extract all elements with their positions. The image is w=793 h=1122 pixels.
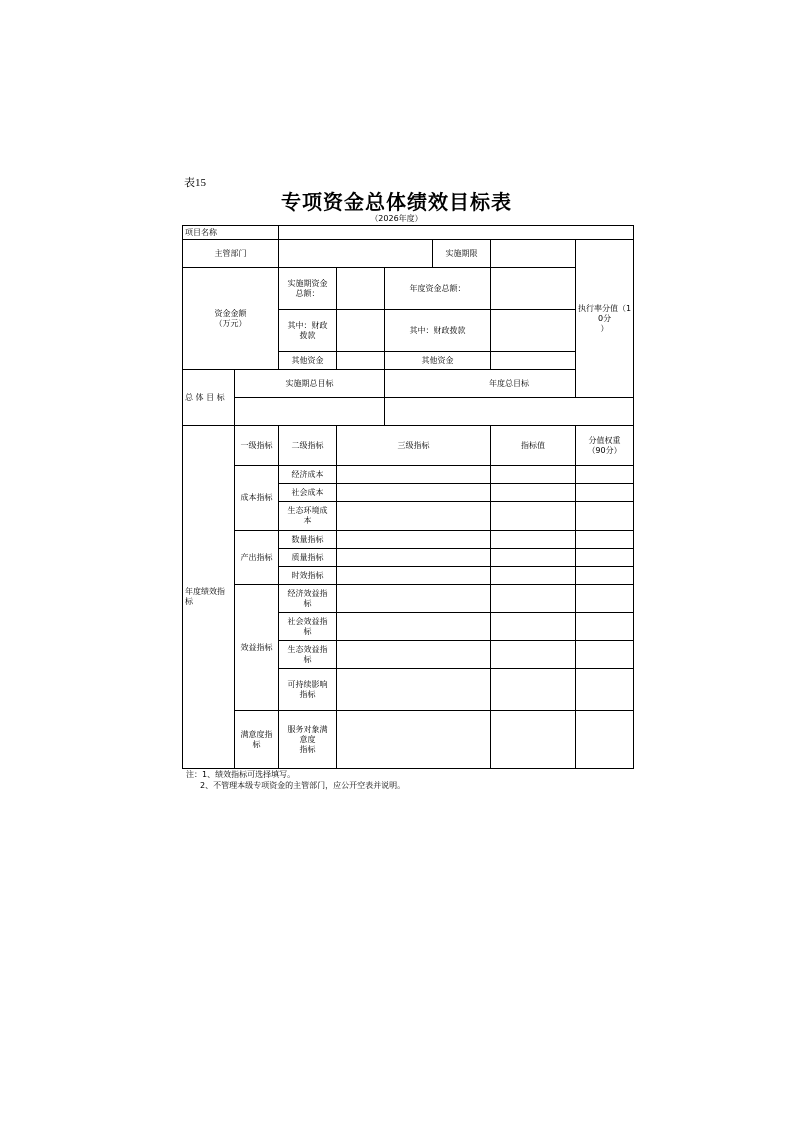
fiscal-label-period: 其中：财政 拨款	[279, 310, 337, 352]
social-benefit-value[interactable]	[491, 613, 576, 641]
annual-total-label: 年度资金总额：	[385, 268, 491, 310]
service-satisfaction-weight[interactable]	[576, 711, 634, 769]
indicator-value-header: 指标值	[491, 426, 576, 466]
department-label: 主管部门	[183, 240, 279, 268]
period-total-label: 实施期资金 总额：	[279, 268, 337, 310]
level2-header: 二级指标	[279, 426, 337, 466]
quantity-value[interactable]	[491, 531, 576, 549]
eco-env-cost-value[interactable]	[491, 502, 576, 531]
other-funds-label-annual: 其他资金	[385, 352, 491, 370]
eco-env-cost-label: 生态环境成 本	[279, 502, 337, 531]
timeliness-weight[interactable]	[576, 567, 634, 585]
performance-goal-table	[182, 225, 634, 769]
page-title: 专项资金总体绩效目标表	[281, 190, 512, 214]
service-satisfaction-label: 服务对象满 意度 指标	[279, 711, 337, 769]
form-code: 表15	[184, 177, 206, 189]
department-value[interactable]	[279, 240, 433, 268]
quantity-weight[interactable]	[576, 531, 634, 549]
economic-cost-value[interactable]	[491, 466, 576, 484]
project-name-value[interactable]	[279, 226, 634, 240]
timeliness-value[interactable]	[491, 567, 576, 585]
social-cost-label: 社会成本	[279, 484, 337, 502]
eco-benefit-value[interactable]	[491, 641, 576, 669]
eco-benefit-l3[interactable]	[337, 641, 491, 669]
other-funds-value-period[interactable]	[337, 352, 385, 370]
overall-goal-label: 总 体 目 标	[183, 370, 235, 426]
social-cost-l3[interactable]	[337, 484, 491, 502]
timeliness-l3[interactable]	[337, 567, 491, 585]
eco-benefit-label: 生态效益指 标	[279, 641, 337, 669]
annual-goal-label: 年度总目标	[385, 370, 634, 398]
notes	[186, 769, 405, 791]
social-cost-weight[interactable]	[576, 484, 634, 502]
quality-label: 质量指标	[279, 549, 337, 567]
sustainable-label: 可持续影响 指标	[279, 669, 337, 711]
social-benefit-l3[interactable]	[337, 613, 491, 641]
sustainable-weight[interactable]	[576, 669, 634, 711]
social-cost-value[interactable]	[491, 484, 576, 502]
other-funds-value-annual[interactable]	[491, 352, 576, 370]
economic-cost-weight[interactable]	[576, 466, 634, 484]
sustainable-value[interactable]	[491, 669, 576, 711]
service-satisfaction-l3[interactable]	[337, 711, 491, 769]
economic-cost-label: 经济成本	[279, 466, 337, 484]
economic-benefit-value[interactable]	[491, 585, 576, 613]
score-weight-header: 分值权重 （90分）	[576, 426, 634, 466]
level1-header: 一级指标	[235, 426, 279, 466]
service-satisfaction-value[interactable]	[491, 711, 576, 769]
annual-indicators-label: 年度绩效指标	[183, 426, 235, 769]
funds-label: 资金金额 （万元）	[183, 268, 279, 370]
period-total-value[interactable]	[337, 268, 385, 310]
quality-l3[interactable]	[337, 549, 491, 567]
social-benefit-weight[interactable]	[576, 613, 634, 641]
benefit-indicator-label: 效益指标	[235, 585, 279, 711]
output-indicator-label: 产出指标	[235, 531, 279, 585]
level3-header: 三级指标	[337, 426, 491, 466]
economic-cost-l3[interactable]	[337, 466, 491, 484]
fiscal-value-period[interactable]	[337, 310, 385, 352]
note-line-1: 注：1、绩效指标可选择填写。	[186, 770, 296, 779]
timeliness-label: 时效指标	[279, 567, 337, 585]
fiscal-label-annual: 其中：财政拨款	[385, 310, 491, 352]
quality-value[interactable]	[491, 549, 576, 567]
period-value[interactable]	[491, 240, 576, 268]
social-benefit-label: 社会效益指 标	[279, 613, 337, 641]
quantity-label: 数量指标	[279, 531, 337, 549]
fiscal-value-annual[interactable]	[491, 310, 576, 352]
satisfaction-indicator-label: 满意度指 标	[235, 711, 279, 769]
economic-benefit-l3[interactable]	[337, 585, 491, 613]
year-label: （2026年度）	[370, 214, 423, 223]
economic-benefit-weight[interactable]	[576, 585, 634, 613]
other-funds-label-period: 其他资金	[279, 352, 337, 370]
annual-goal-value[interactable]	[385, 398, 634, 426]
period-goal-value[interactable]	[235, 398, 385, 426]
note-line-2: 2、不管理本级专项资金的主管部门，应公开空表并说明。	[200, 781, 406, 790]
exec-rate-label: 执行率分值（10分 ）	[576, 240, 634, 398]
eco-env-cost-weight[interactable]	[576, 502, 634, 531]
eco-benefit-weight[interactable]	[576, 641, 634, 669]
economic-benefit-label: 经济效益指 标	[279, 585, 337, 613]
cost-indicator-label: 成本指标	[235, 466, 279, 531]
sustainable-l3[interactable]	[337, 669, 491, 711]
project-name-label: 项目名称	[183, 226, 279, 240]
quantity-l3[interactable]	[337, 531, 491, 549]
period-goal-label: 实施期总目标	[235, 370, 385, 398]
annual-total-value[interactable]	[491, 268, 576, 310]
period-label: 实施期限	[433, 240, 491, 268]
eco-env-cost-l3[interactable]	[337, 502, 491, 531]
quality-weight[interactable]	[576, 549, 634, 567]
